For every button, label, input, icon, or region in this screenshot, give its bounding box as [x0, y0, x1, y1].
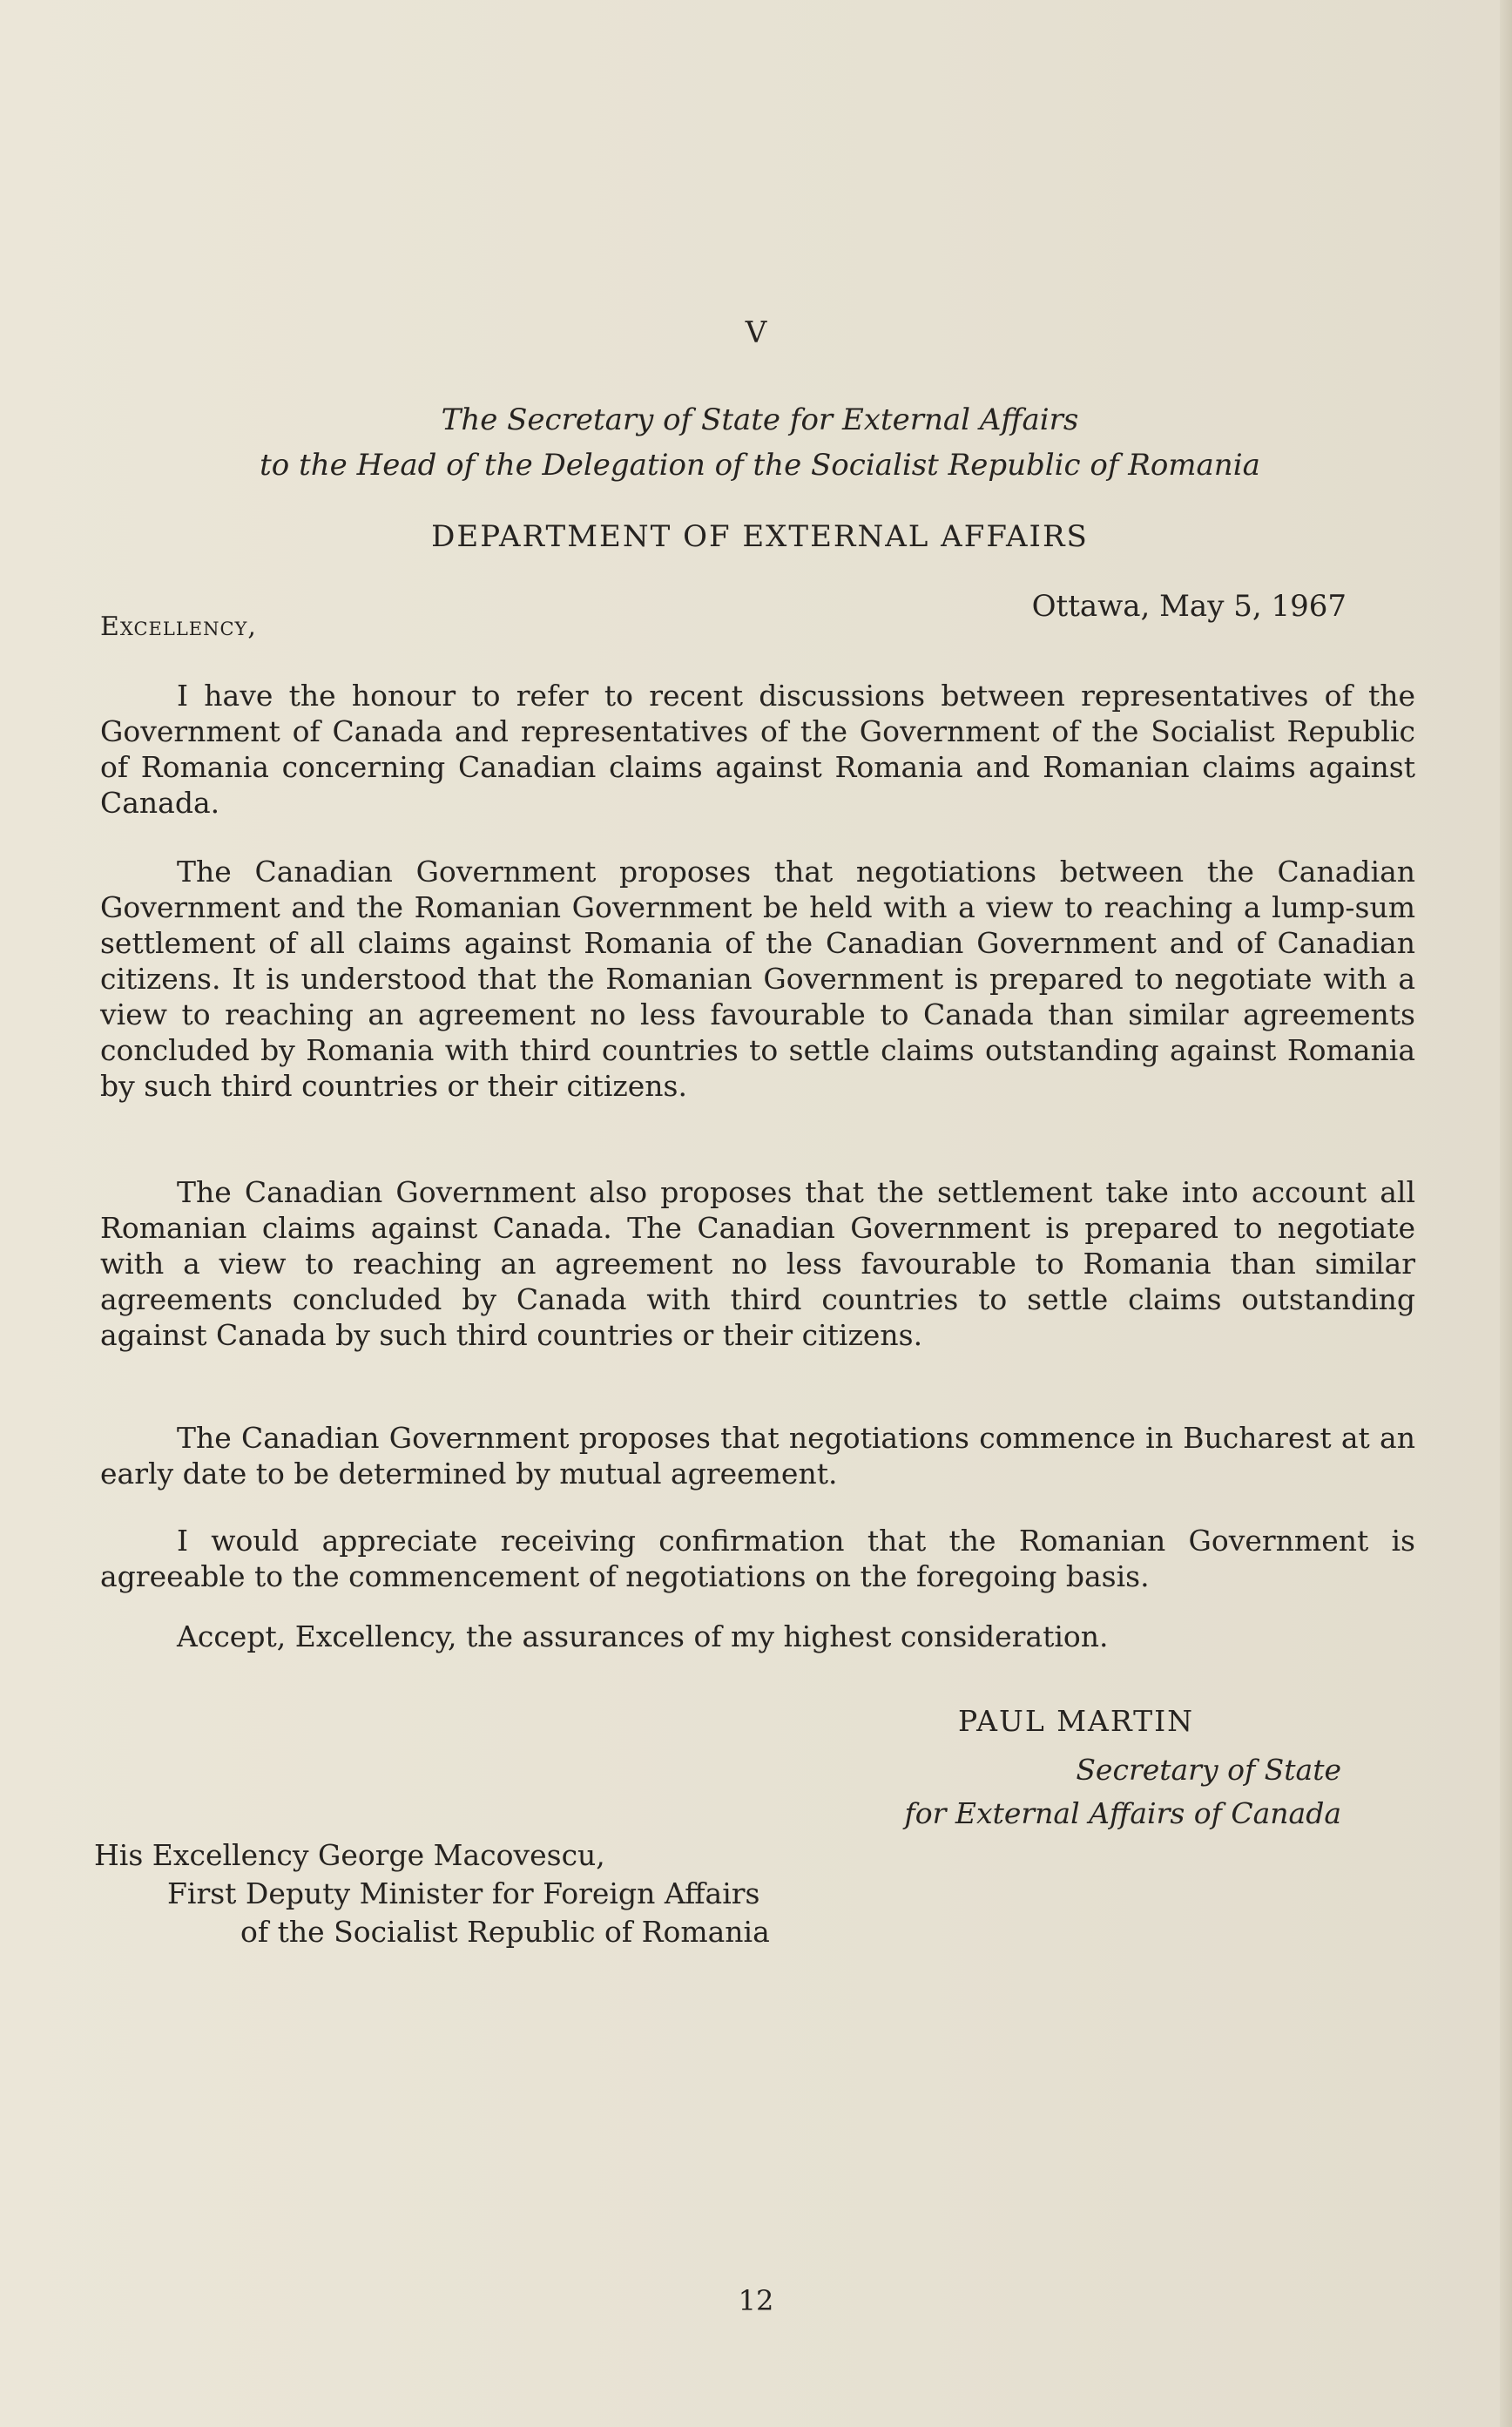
- paragraph-5: I would appreciate receiving confirmation that the Romanian Government is agreeable to the commencement of negotiations on the foregoing basis.: [100, 1524, 1415, 1593]
- heading-line-1: The Secretary of State for External Affairs: [441, 402, 1079, 437]
- heading-line-2: to the Head of the Delegation of the Socialist Republic of Romania: [260, 448, 1260, 483]
- paragraph-4: The Canadian Government proposes that negotiations commence in Bucharest at an early date to be determined by mutual agreement.: [100, 1421, 1415, 1491]
- page-edge: [1500, 0, 1512, 2427]
- paragraph-2: The Canadian Government proposes that negotiations between the Canadian Government and the Romanian Government be held with a view to reaching a lump-sum settlement of all claims against Romania of the Canadian Government and of Canadian citizens. It is understood that the Romanian Government is prepared to negotiate with a view to reaching an agreement no less favourable to Canada than similar agreements concluded by Romania with third countries to settle claims outstanding against Romania by such third countries or their citizens.: [100, 855, 1415, 1103]
- page-number: 12: [738, 2284, 774, 2317]
- signature-title-line-1: Secretary of State: [1076, 1753, 1341, 1787]
- salutation: Excellency,: [100, 612, 257, 642]
- section-number: V: [745, 315, 767, 350]
- dateline: Ottawa, May 5, 1967: [1031, 589, 1347, 624]
- addressee-line-2: First Deputy Minister for Foreign Affairs: [167, 1876, 760, 1910]
- signature-title-line-2: for External Affairs of Canada: [904, 1796, 1341, 1830]
- paragraph-1: I have the honour to refer to recent discussions between representatives of the Government of Canada and representatives of the Government of the Socialist Republic of Romania concerning Canadian claims against Romania and Romanian claims against Canada.: [100, 679, 1415, 820]
- paragraph-6: Accept, Excellency, the assurances of my highest consideration.: [177, 1619, 1109, 1653]
- addressee-line-3: of the Socialist Republic of Romania: [240, 1915, 770, 1949]
- paragraph-3: The Canadian Government also proposes that the settlement take into account all Romanian claims against Canada. The Canadian Government is prepared to negotiate with a view to reaching an agreement no less favourable to Romania than similar agreements concluded by Canada with third countries to settle claims outstanding against Canada by such third countries or their citizens.: [100, 1175, 1415, 1352]
- department-title: DEPARTMENT OF EXTERNAL AFFAIRS: [431, 519, 1089, 554]
- signature-name: PAUL MARTIN: [958, 1704, 1195, 1738]
- addressee-line-1: His Excellency George Macovescu,: [94, 1838, 605, 1872]
